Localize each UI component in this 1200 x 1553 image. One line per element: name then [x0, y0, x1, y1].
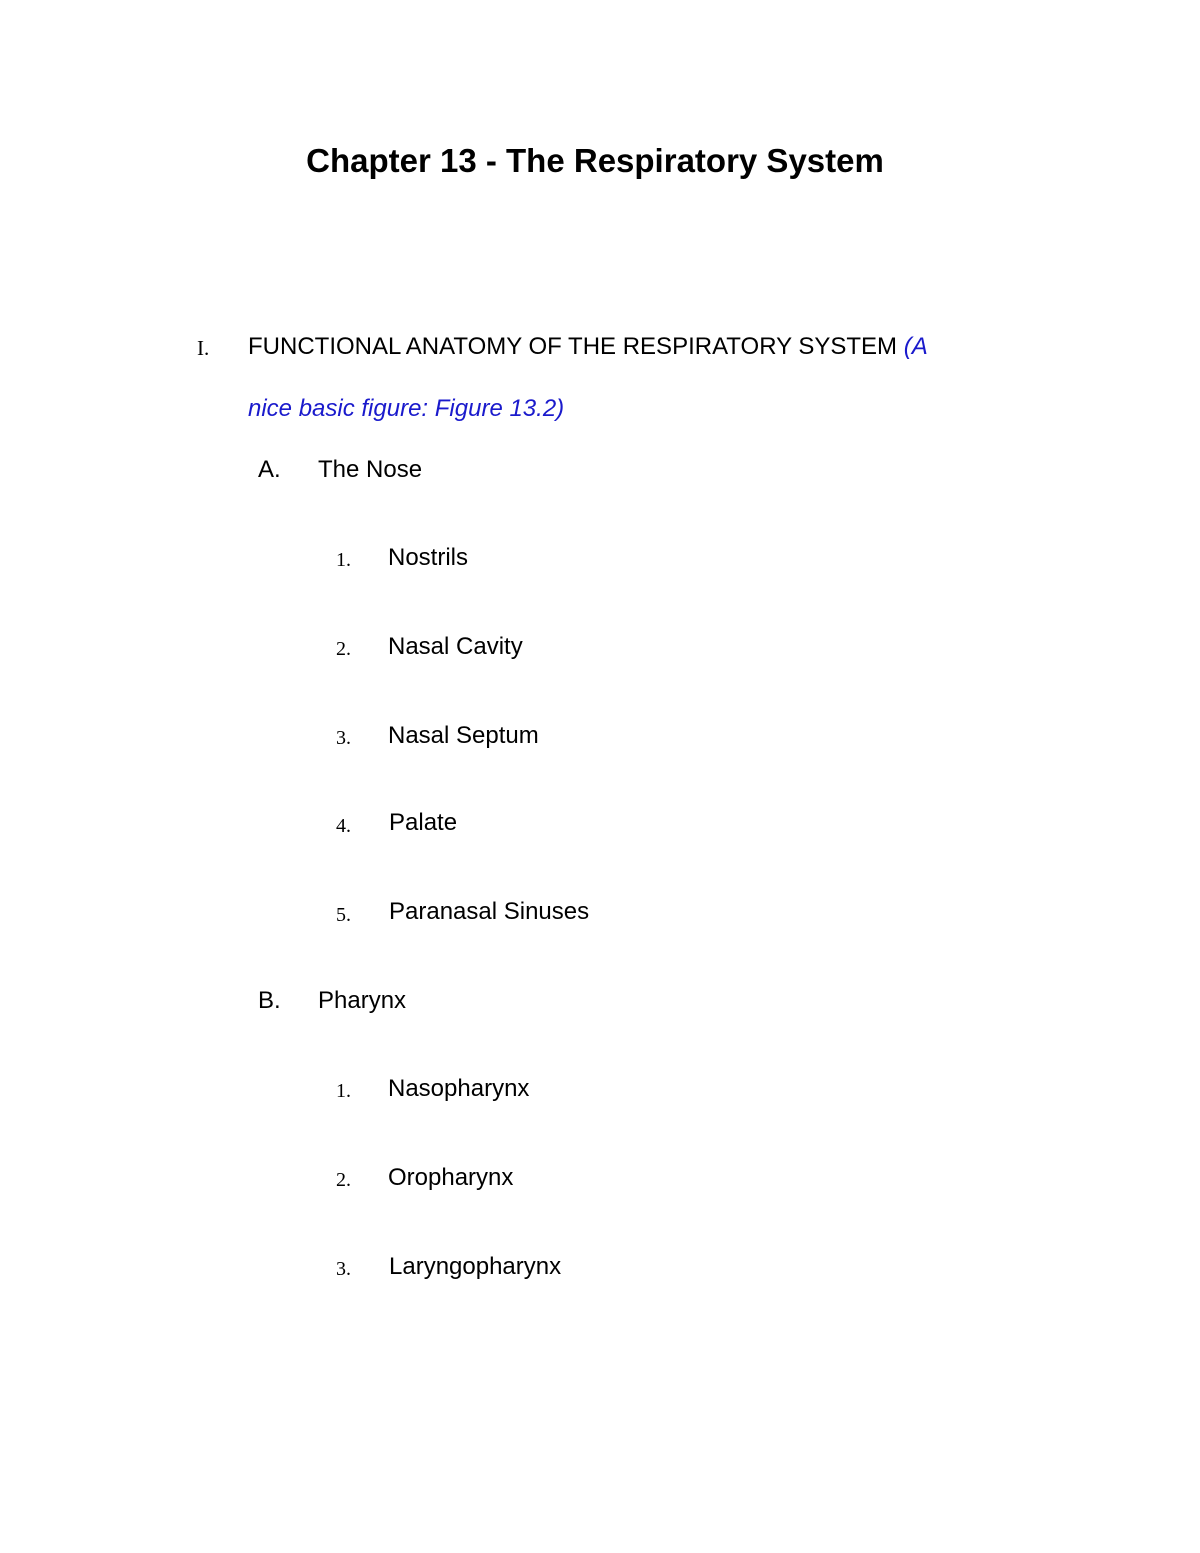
- subsection-b-marker: B.: [258, 987, 281, 1014]
- list-item: Nasal Cavity: [388, 633, 523, 660]
- list-item-marker: 3.: [336, 1258, 351, 1280]
- list-item: Paranasal Sinuses: [389, 898, 590, 925]
- list-item-marker: 1.: [336, 549, 351, 571]
- subsection-a-label: The Nose: [318, 456, 423, 483]
- section-heading: FUNCTIONAL ANATOMY OF THE RESPIRATORY SYSTEM: [248, 333, 898, 360]
- list-item: Nasal Septum: [388, 722, 539, 749]
- list-item: Nasopharynx: [388, 1075, 530, 1102]
- subsection-b-label: Pharynx: [318, 987, 407, 1014]
- section-heading-line1: [248, 332, 928, 362]
- figure-note-start: (A: [903, 333, 928, 360]
- list-item-marker: 3.: [336, 727, 351, 749]
- figure-note-continued: nice basic figure: Figure 13.2): [248, 395, 565, 422]
- section-marker: I.: [197, 336, 210, 360]
- list-item: Palate: [389, 809, 458, 836]
- page-title: Chapter 13 - The Respiratory System: [306, 142, 884, 179]
- list-item: Laryngopharynx: [389, 1253, 562, 1280]
- list-item-marker: 4.: [336, 815, 351, 837]
- list-item: Nostrils: [388, 544, 469, 571]
- list-item-marker: 2.: [336, 1169, 351, 1191]
- list-item: Oropharynx: [388, 1164, 514, 1191]
- list-item-marker: 1.: [336, 1080, 351, 1102]
- subsection-a-marker: A.: [258, 456, 281, 483]
- list-item-marker: 2.: [336, 638, 351, 660]
- list-item-marker: 5.: [336, 904, 351, 926]
